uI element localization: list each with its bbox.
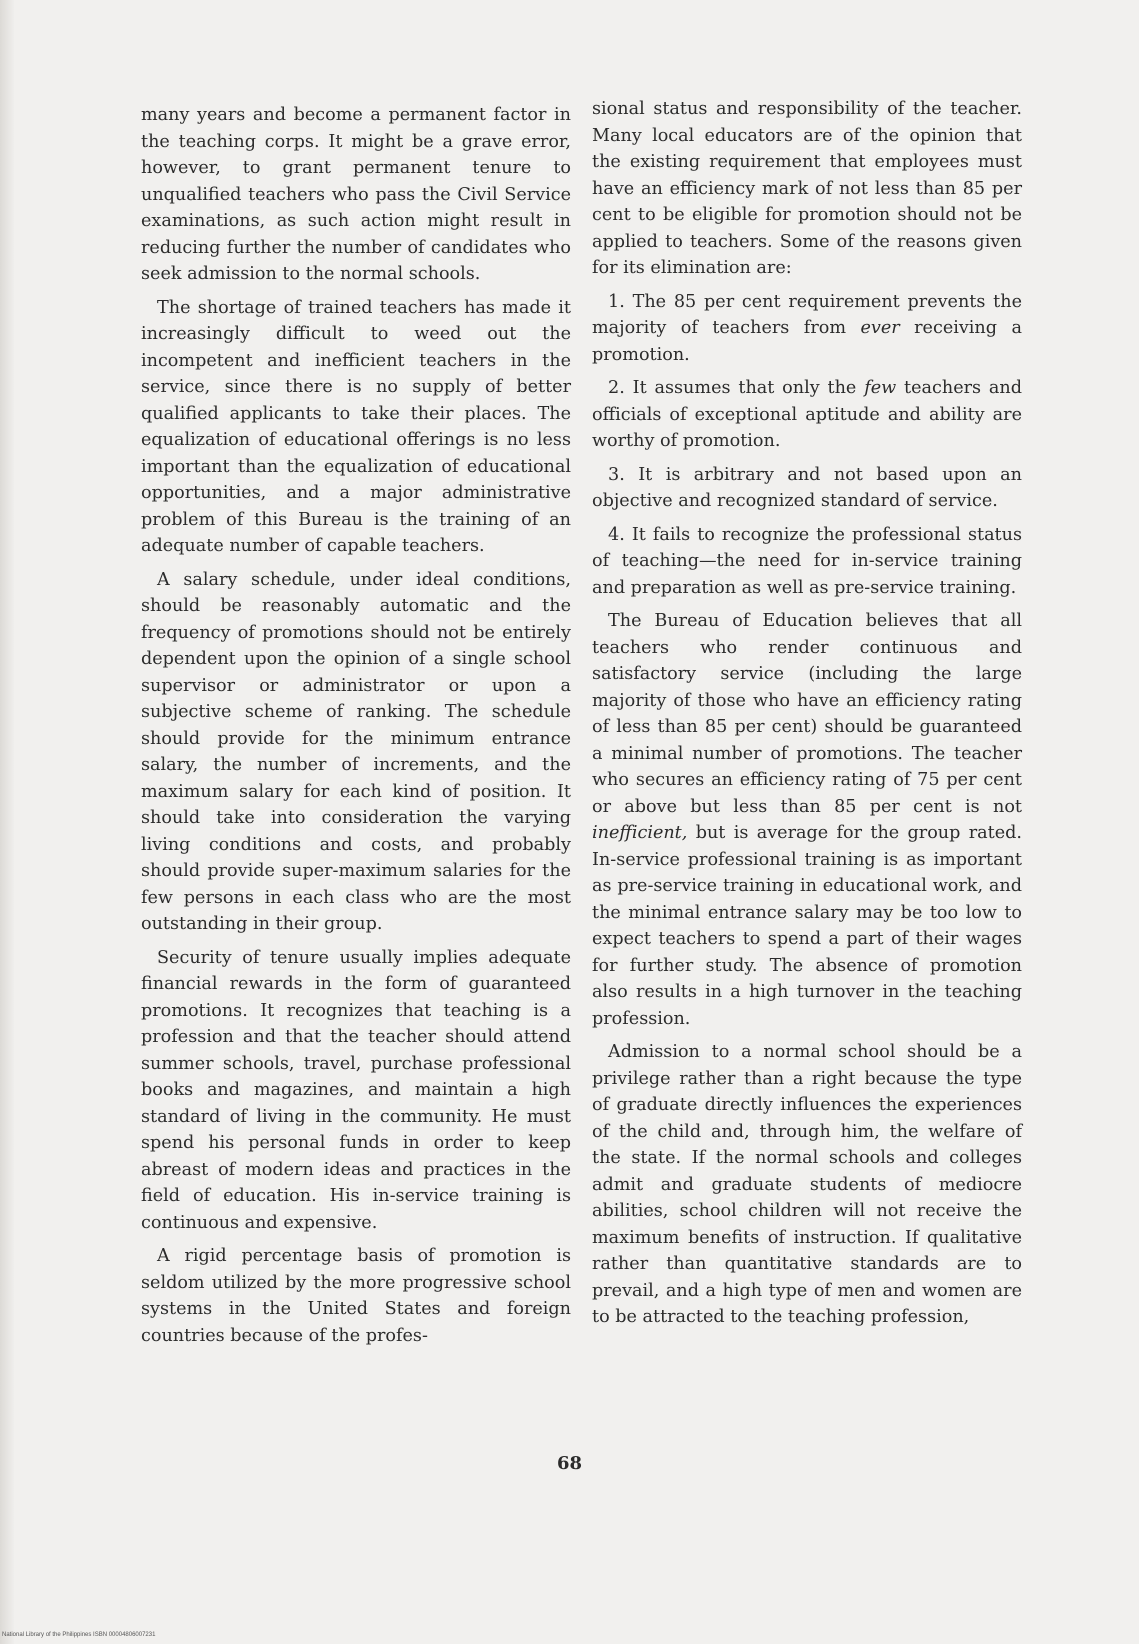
- emphasis: ever: [860, 318, 900, 338]
- page-number: 68: [556, 1453, 583, 1474]
- list-item-text: teachers and officials of exceptional aptitude and ability are worthy of promotion.: [592, 378, 1022, 451]
- right-column: [592, 96, 1022, 1338]
- emphasis: inefficient,: [592, 823, 688, 843]
- emphasis: few: [864, 378, 897, 398]
- paragraph-text: but is average for the group rated. In-service professional training is as important as pre-service training in educational work, and the minimal entrance salary may be too low to expect teachers to spend a part of their wages for further study. The absence of promotion also results in a high turnover in the teaching profession.: [592, 823, 1022, 1029]
- list-item: [592, 289, 1022, 369]
- list-item: 3. It is arbitrary and not based upon an objective and recognized standard of service.: [592, 464, 1022, 511]
- left-column: [141, 102, 571, 1356]
- paragraph: Security of tenure usually implies adequate financial rewards in the form of guaranteed promotions. It recognizes that teaching is a profession and that the teacher should attend summer schools, travel, purchase professional books and magazines, and maintain a high standard of living in the community. He must spend his personal funds in order to keep abreast of modern ideas and practices in the field of education. His in-service training is continuous and expensive.: [141, 947, 571, 1233]
- list-item: 4. It fails to recognize the professional status of teaching—the need for in-service training and preparation as well as pre-service training.: [592, 524, 1022, 598]
- scan-edge: [0, 0, 14, 1644]
- paragraph: A salary schedule, under ideal conditions, should be reasonably automatic and the frequency of promotions should not be entirely dependent upon the opinion of a single school supervisor or administrator or upon a subjective scheme of ranking. The schedule should provide for the minimum entrance salary, the number of increments, and the maximum salary for each kind of position. It should take into consideration the varying living conditions and costs, and probably should provide super-maximum salaries for the few persons in each class who are the most outstanding in their group.: [141, 569, 571, 934]
- paragraph: Admission to a normal school should be a privilege rather than a right because the type of graduate directly influences the experiences of the child and, through him, the welfare of the state. If the normal schools and colleges admit and graduate students of mediocre abilities, school children will not receive the maximum benefits of instruction. If qualitative rather than quantitative standards are to prevail, and a high type of men and women are to be attracted to the teaching profession,: [592, 1042, 1022, 1327]
- list-item-text: receiving a promotion.: [592, 318, 1022, 365]
- paragraph: many years and become a permanent factor in the teaching corps. It might be a grave error, however, to grant permanent tenure to unqualified teachers who pass the Civil Service examinations, as such action might result in reducing further the number of candidates who seek admission to the normal schools.: [141, 105, 571, 284]
- paragraph: sional status and responsibility of the teacher. Many local educators are of the opinion that the existing requirement that employees must have an efficiency mark of not less than 85 per cent to be eligible for promotion should not be applied to teachers. Some of the reasons given for its elimination are:: [592, 99, 1022, 278]
- list-item: [592, 375, 1022, 455]
- paragraph-text: The Bureau of Education believes that all teachers who render continuous and satisfactory service (including the large majority of those who have an efficiency rating of less than 85 per cent) should be guaranteed a minimal number of promotions. The teacher who secures an efficiency rating of 75 per cent or above but less than 85 per cent is not: [592, 611, 1022, 817]
- paragraph: [592, 608, 1022, 1032]
- paragraph: The shortage of trained teachers has made it increasingly difficult to weed out the incompetent and inefficient teachers in the service, since there is no supply of better qualified applicants to take their places. The equalization of educational offerings is no less important than the equalization of educational opportunities, and a major administrative problem of this Bureau is the training of an adequate number of capable teachers.: [141, 297, 571, 556]
- list-item-text: 2. It assumes that only the: [608, 378, 865, 398]
- footer-note: National Library of the Philippines ISBN 00004806007231: [2, 1632, 156, 1638]
- list-item-text: 1. The 85 per cent requirement prevents the majority of teachers from: [592, 291, 1022, 338]
- paragraph: A rigid percentage basis of promotion is seldom utilized by the more progressive school systems in the United States and foreign countries because of the profes-: [141, 1246, 571, 1346]
